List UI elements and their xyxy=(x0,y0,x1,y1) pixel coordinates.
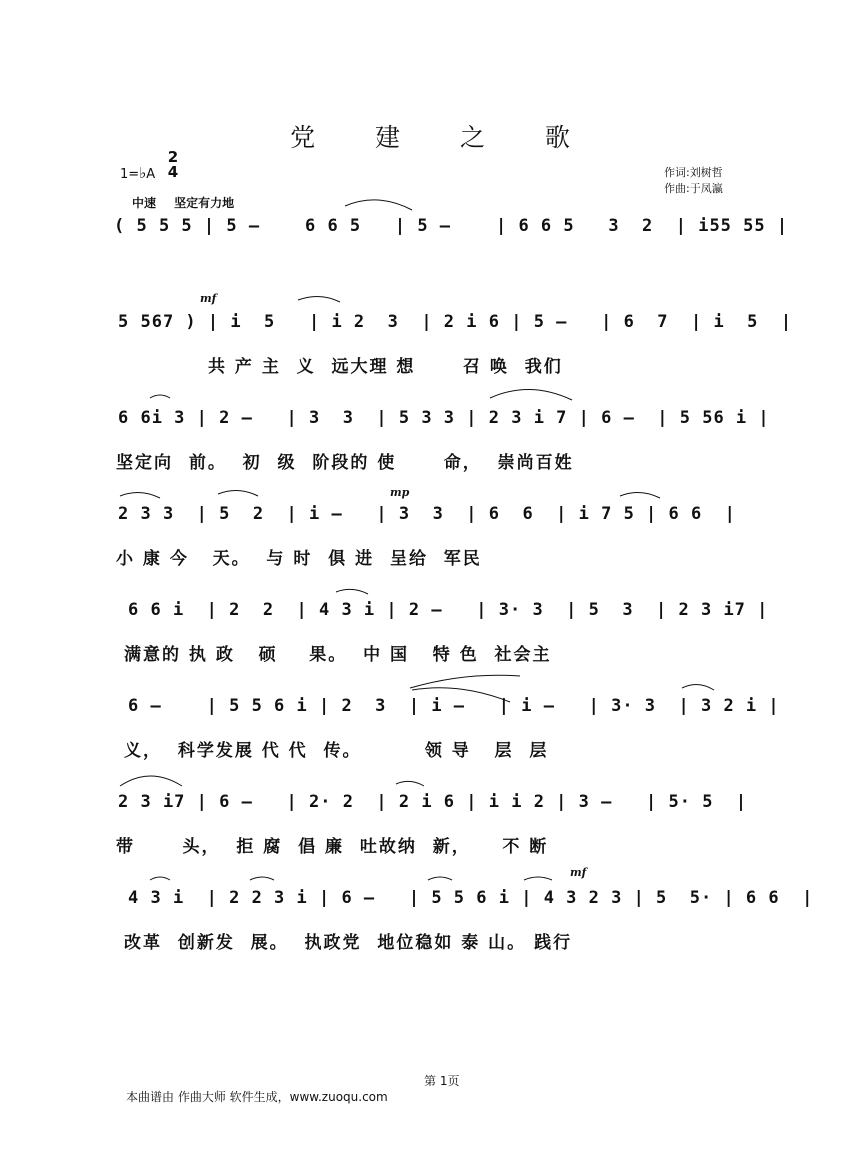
lyric-row: 满意的 执 政 硕 果。 中 国 特 色 社会主 xyxy=(124,645,552,665)
notation-row: 6 6 i | 2 2 | 4 3 i | 2 – | 3· 3 | 5 3 | 2 3 i7 | xyxy=(128,600,769,620)
slur xyxy=(150,877,170,880)
notation-row: ( 5 5 5 | 5 – 6 6 5 | 5 – | 6 6 5 3 2 | i55 55 | xyxy=(114,216,789,236)
lyric-row: 带 头， 拒 腐 倡 廉 吐故纳 新， 不 断 xyxy=(116,837,549,857)
song-title: 党 建 之 歌 xyxy=(290,123,596,152)
slur xyxy=(218,490,258,496)
lyric-row: 义， 科学发展 代 代 传。 领 导 层 层 xyxy=(124,741,549,761)
time-signature-bottom: 4 xyxy=(167,163,179,181)
slur xyxy=(682,684,714,690)
slur xyxy=(524,877,552,880)
notation-row: 6 – | 5 5 6 i | 2 3 | i – | i – | 3· 3 | 3 2 i | xyxy=(128,696,780,716)
flat-symbol: ♭ xyxy=(139,164,147,182)
lyric-row: 共 产 主 义 远大理 想 召 唤 我们 xyxy=(208,357,563,377)
notation-row: 5 567 ) | i 5 | i 2 3 | 2 i 6 | 5 – | 6 7 | i 5 | xyxy=(118,312,793,332)
slur xyxy=(120,776,182,786)
slur xyxy=(412,688,510,702)
slur xyxy=(298,296,340,302)
notation-row: 4 3 i | 2 2 3 i | 6 – | 5 5 6 i | 4 3 2 3 | 5 5· | 6 6 | xyxy=(128,888,814,908)
slur xyxy=(345,200,412,210)
slur xyxy=(620,492,660,498)
page-number: 第 1页 xyxy=(424,1074,460,1088)
lyric-row: 改革 创新发 展。 执政党 地位稳如 泰 山。 践行 xyxy=(124,933,573,953)
slur xyxy=(410,675,520,688)
slur xyxy=(396,781,424,786)
notation-row: 6 6i 3 | 2 – | 3 3 | 5 3 3 | 2 3 i 7 | 6 – | 5 56 i | xyxy=(118,408,770,428)
notation-row: 2 3 3 | 5 2 | i – | 3 3 | 6 6 | i 7 5 | 6 6 | xyxy=(118,504,736,524)
dynamic-mark: mf xyxy=(570,866,587,879)
slur xyxy=(120,492,160,498)
lyric-row: 坚定向 前。 初 级 阶段的 使 命， 崇尚百姓 xyxy=(116,453,574,473)
key-tonic: A xyxy=(146,167,156,182)
lyricist-credit: 作词:刘树哲 xyxy=(664,166,723,179)
slur xyxy=(336,589,368,594)
notation-row: 2 3 i7 | 6 – | 2· 2 | 2 i 6 | i i 2 | 3 – | 5· 5 | xyxy=(118,792,748,812)
slur xyxy=(428,877,452,880)
dynamic-mark: mp xyxy=(390,486,410,499)
slur xyxy=(490,389,572,400)
software-credit-footer: 本曲谱由 作曲大师 软件生成，www.zuoqu.com xyxy=(126,1090,388,1104)
lyric-row: 小 康 今 天。 与 时 俱 进 呈给 军民 xyxy=(116,549,482,569)
composer-credit: 作曲:于凤瀛 xyxy=(664,182,723,195)
slur xyxy=(250,877,274,880)
key-prefix: 1= xyxy=(120,167,140,182)
dynamic-mark: mf xyxy=(200,292,217,305)
tempo-marking: 中速 坚定有力地 xyxy=(132,196,235,210)
time-signature-top: 2 xyxy=(167,148,179,166)
slur xyxy=(150,395,170,398)
